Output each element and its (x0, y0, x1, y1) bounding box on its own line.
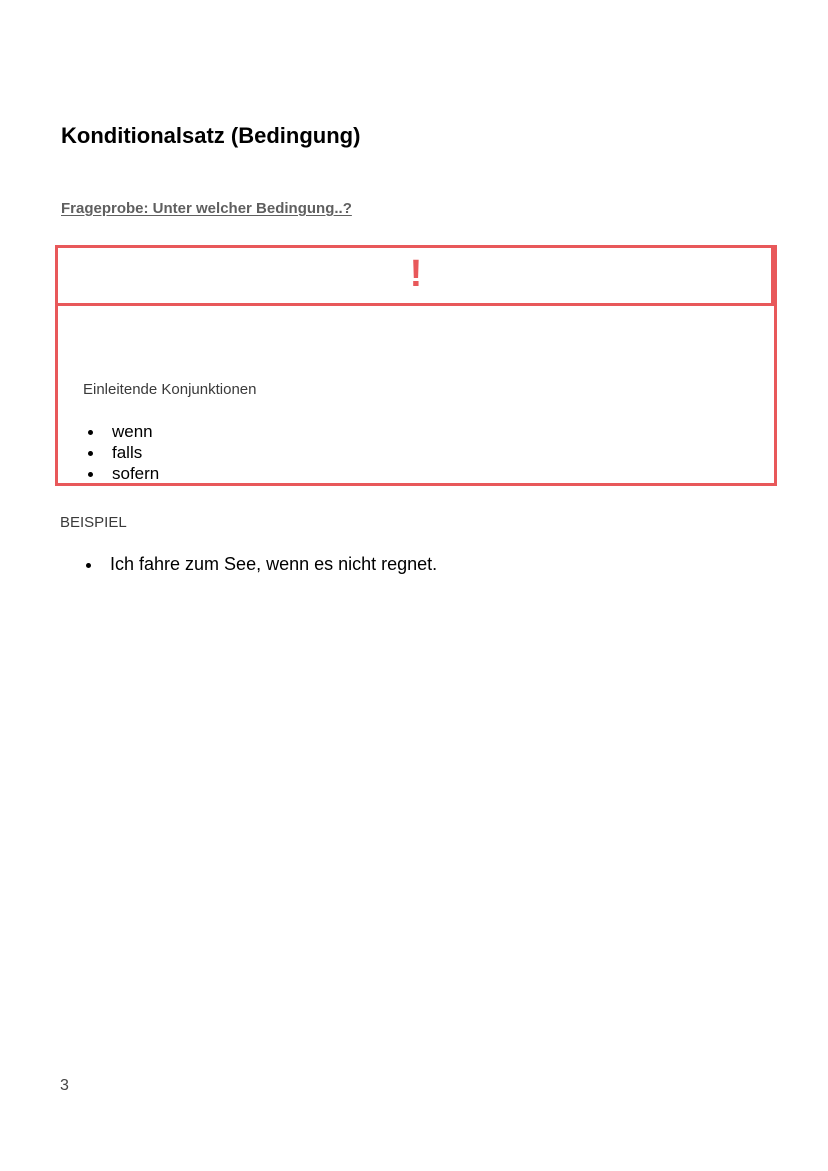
example-sentence: Ich fahre zum See, wenn es nicht regnet. (81, 553, 437, 576)
page-number: 3 (60, 1077, 69, 1094)
list-item: sofern (83, 463, 159, 484)
callout-header (58, 248, 774, 306)
list-item: falls (83, 442, 159, 463)
question-probe-heading: Frageprobe: Unter welcher Bedingung..? (61, 200, 352, 217)
conjunctions-callout-box (55, 245, 777, 486)
conjunctions-list (83, 421, 159, 484)
list-item: wenn (83, 421, 159, 442)
example-list (81, 553, 437, 576)
exclamation-icon: ! (409, 253, 423, 295)
example-label: BEISPIEL (60, 514, 127, 531)
page-title: Konditionalsatz (Bedingung) (61, 123, 361, 148)
conjunctions-label: Einleitende Konjunktionen (83, 381, 257, 398)
